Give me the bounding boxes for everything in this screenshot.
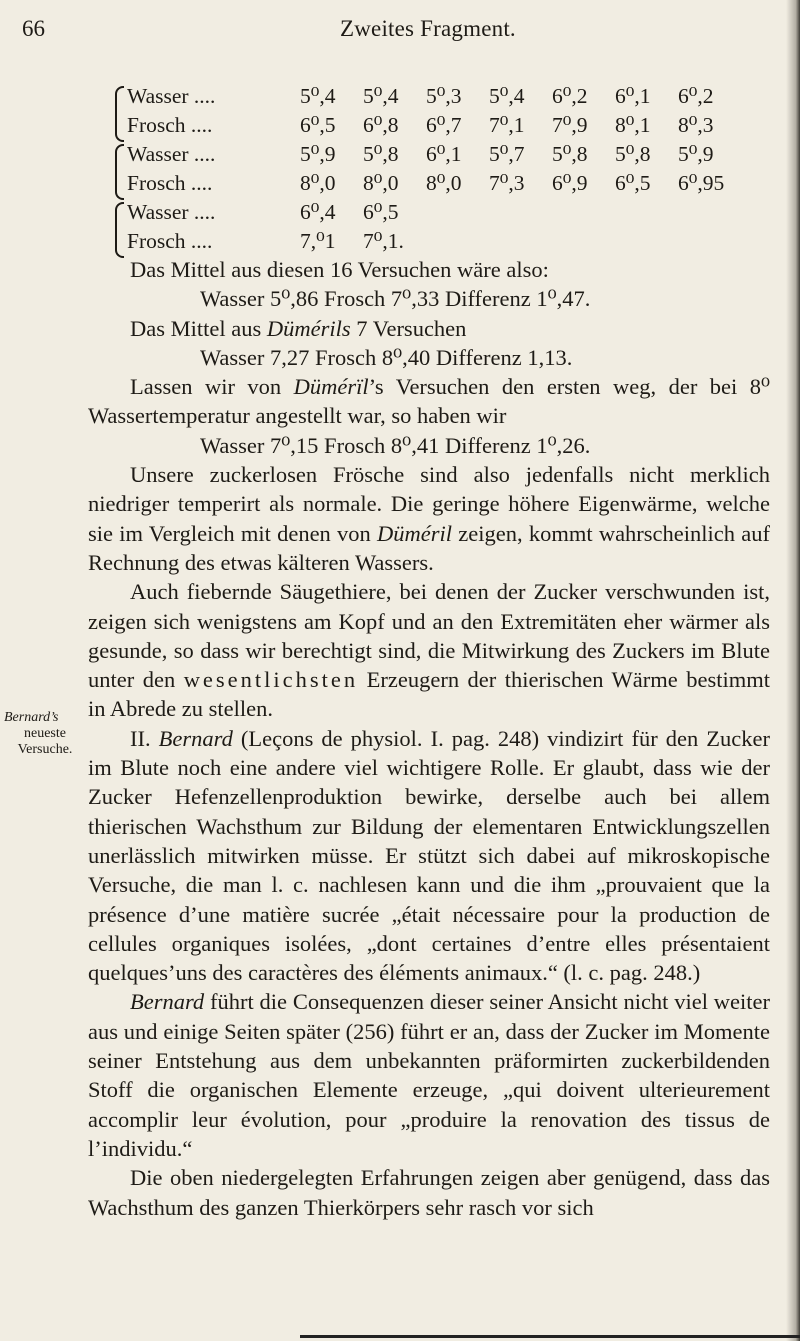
cell: 6⁰,1 xyxy=(426,142,462,166)
text: zeigen, kommt wahrscheinlich auf Rechnung des etwas kälteren Wassers. xyxy=(88,520,770,575)
cell: 6⁰,2 xyxy=(678,84,714,108)
formula-line xyxy=(88,343,770,372)
author-name: Bernard xyxy=(130,989,205,1015)
page-edge-shadow xyxy=(786,0,800,1341)
cell: 8⁰,0 xyxy=(363,171,399,195)
table-row xyxy=(115,82,741,111)
paragraph xyxy=(88,372,770,431)
row-label: Wasser .... xyxy=(127,200,216,224)
table-group xyxy=(115,82,741,140)
table-row xyxy=(115,198,741,227)
cell: 5⁰,8 xyxy=(615,142,651,166)
cell: 5⁰,4 xyxy=(300,84,336,108)
row-label: Wasser .... xyxy=(127,84,216,108)
cell: 5⁰,4 xyxy=(489,84,525,108)
table-row xyxy=(115,169,741,198)
body-text xyxy=(88,255,770,1222)
paragraph xyxy=(88,987,770,1163)
formula-line xyxy=(88,284,770,313)
text: Auch fiebernde Säugethiere, bei denen der Zucker verschwunden ist, zeigen sich wenigstens am Kopf und an den Extremitäten eher wärmer als gesunde, so dass wir berechtigt sind, die Mitwirkung des Zuckers im Blute unter den xyxy=(88,579,770,693)
paragraph xyxy=(88,724,770,988)
row-label: Frosch .... xyxy=(127,229,213,253)
brace-icon xyxy=(115,86,124,142)
text: (Leçons de physiol. I. pag. 248) vindizirt für den Zucker im Blute noch eine andere viel wichtigere Rolle. Er glaubt, dass wie der Zucker Hefenzellenproduktion bewirke, derselbe auch bei allem thierischen Wachsthum zur Bildung der elementaren Entwicklungszellen unerlässlich mitwirken müsse. Er stützt sich dabei auf mikroskopische Versuche, die man l. c. nachlesen kann und die ihm „prouvaient que la présence d’une matière sucrée „était nécessaire pour la production de cellules organiques isolées, „dont certaines d’entre elles présentaient quelques’uns des caractères des éléments animaux.“ (l. c. pag. 248.) xyxy=(88,725,770,986)
paragraph xyxy=(88,460,770,577)
author-name: Bernard xyxy=(158,725,233,751)
spaced-emphasis: wesentlichsten xyxy=(183,667,359,693)
row-label: Wasser .... xyxy=(127,142,216,166)
margin-note-line: Versuche. xyxy=(17,742,73,757)
text: Erzeugern der thierischen Wärme bestimmt in Abrede zu stellen. xyxy=(88,667,770,722)
table-row xyxy=(115,111,741,140)
cell: 5⁰,7 xyxy=(489,142,525,166)
running-title: Zweites Fragment. xyxy=(340,16,516,41)
cell: 5⁰,8 xyxy=(552,142,588,166)
cell: 7⁰,1. xyxy=(363,229,404,253)
cell: 5⁰,9 xyxy=(300,142,336,166)
text: Das Mittel aus xyxy=(130,315,267,341)
text-line: Wasser 7⁰,15 Frosch 8⁰,41 Differenz 1⁰,26. xyxy=(200,432,591,458)
cell: 8⁰,0 xyxy=(426,171,462,195)
paragraph xyxy=(88,255,770,284)
table-row xyxy=(115,227,741,256)
author-name: Dümérïl xyxy=(293,374,369,400)
cell: 6⁰,1 xyxy=(615,84,651,108)
cell: 5⁰,9 xyxy=(678,142,714,166)
row-label: Frosch .... xyxy=(127,113,213,137)
cell: 8⁰,1 xyxy=(615,113,651,137)
cell: 5⁰,8 xyxy=(363,142,399,166)
bottom-rule xyxy=(300,1335,800,1338)
text: II. xyxy=(130,725,159,751)
text-line: Das Mittel aus diesen 16 Versuchen wäre also: xyxy=(130,257,549,282)
text: Lassen wir von xyxy=(130,374,294,400)
cell: 7⁰,3 xyxy=(489,171,525,195)
table-group xyxy=(115,140,741,198)
margin-note-line: neueste xyxy=(24,726,66,741)
margin-note xyxy=(4,710,86,758)
text: führt die Consequenzen dieser seiner Ansicht nicht viel weiter aus und einige Seiten später (256) führt er an, dass der Zucker im Momente seiner Entstehung aus dem unbekannten präformirten zuckerbildenden Stoff die organischen Elemente erzeuge, „qui doivent ulterieurement accomplir leur évolution, pour „produire la renovation des tissus de l’individu.“ xyxy=(88,989,770,1161)
cell: 8⁰,0 xyxy=(300,171,336,195)
text: ’s Versuchen den ersten weg, der bei 8⁰ Wassertemperatur angestellt war, so haben wir xyxy=(88,374,770,429)
text-line: Wasser 5⁰,86 Frosch 7⁰,33 Differenz 1⁰,47. xyxy=(200,286,591,312)
temperature-tables xyxy=(115,82,741,256)
cell: 6⁰,7 xyxy=(426,113,462,137)
row-label: Frosch .... xyxy=(127,171,213,195)
brace-icon xyxy=(115,144,124,200)
cell: 7,⁰1 xyxy=(300,229,336,253)
cell: 6⁰,2 xyxy=(552,84,588,108)
cell: 8⁰,3 xyxy=(678,113,714,137)
cell: 6⁰,4 xyxy=(300,200,336,224)
text-line: Wasser 7,27 Frosch 8⁰,40 Differenz 1,13. xyxy=(200,344,573,370)
formula-line xyxy=(88,431,770,460)
paragraph xyxy=(88,1163,770,1222)
table-group xyxy=(115,198,741,256)
text: Unsere zuckerlosen Frösche sind also jedenfalls nicht merklich niedriger temperirt als normale. Die geringe höhere Eigenwärme, welche sie im Vergleich mit denen von xyxy=(88,462,770,546)
cell: 6⁰,9 xyxy=(552,171,588,195)
author-name: Dümérils xyxy=(266,315,351,341)
page-number: 66 xyxy=(22,16,45,41)
paragraph xyxy=(88,314,770,343)
author-name: Düméril xyxy=(377,520,453,546)
cell: 6⁰,95 xyxy=(678,171,725,195)
table-row xyxy=(115,140,741,169)
cell: 7⁰,1 xyxy=(489,113,525,137)
cell: 7⁰,9 xyxy=(552,113,588,137)
cell: 5⁰,3 xyxy=(426,84,462,108)
cell: 6⁰,8 xyxy=(363,113,399,137)
cell: 6⁰,5 xyxy=(300,113,336,137)
cell: 5⁰,4 xyxy=(363,84,399,108)
cell: 6⁰,5 xyxy=(363,200,399,224)
margin-note-line: Bernard’s xyxy=(4,710,59,725)
text: 7 Versuchen xyxy=(350,315,467,341)
brace-icon xyxy=(115,202,124,258)
text: Die oben niedergelegten Erfahrungen zeigen aber genügend, dass das Wachsthum des ganzen Thierkörpers sehr rasch vor sich xyxy=(88,1165,770,1220)
cell: 6⁰,5 xyxy=(615,171,651,195)
paragraph xyxy=(88,577,770,723)
page-header xyxy=(0,16,800,56)
